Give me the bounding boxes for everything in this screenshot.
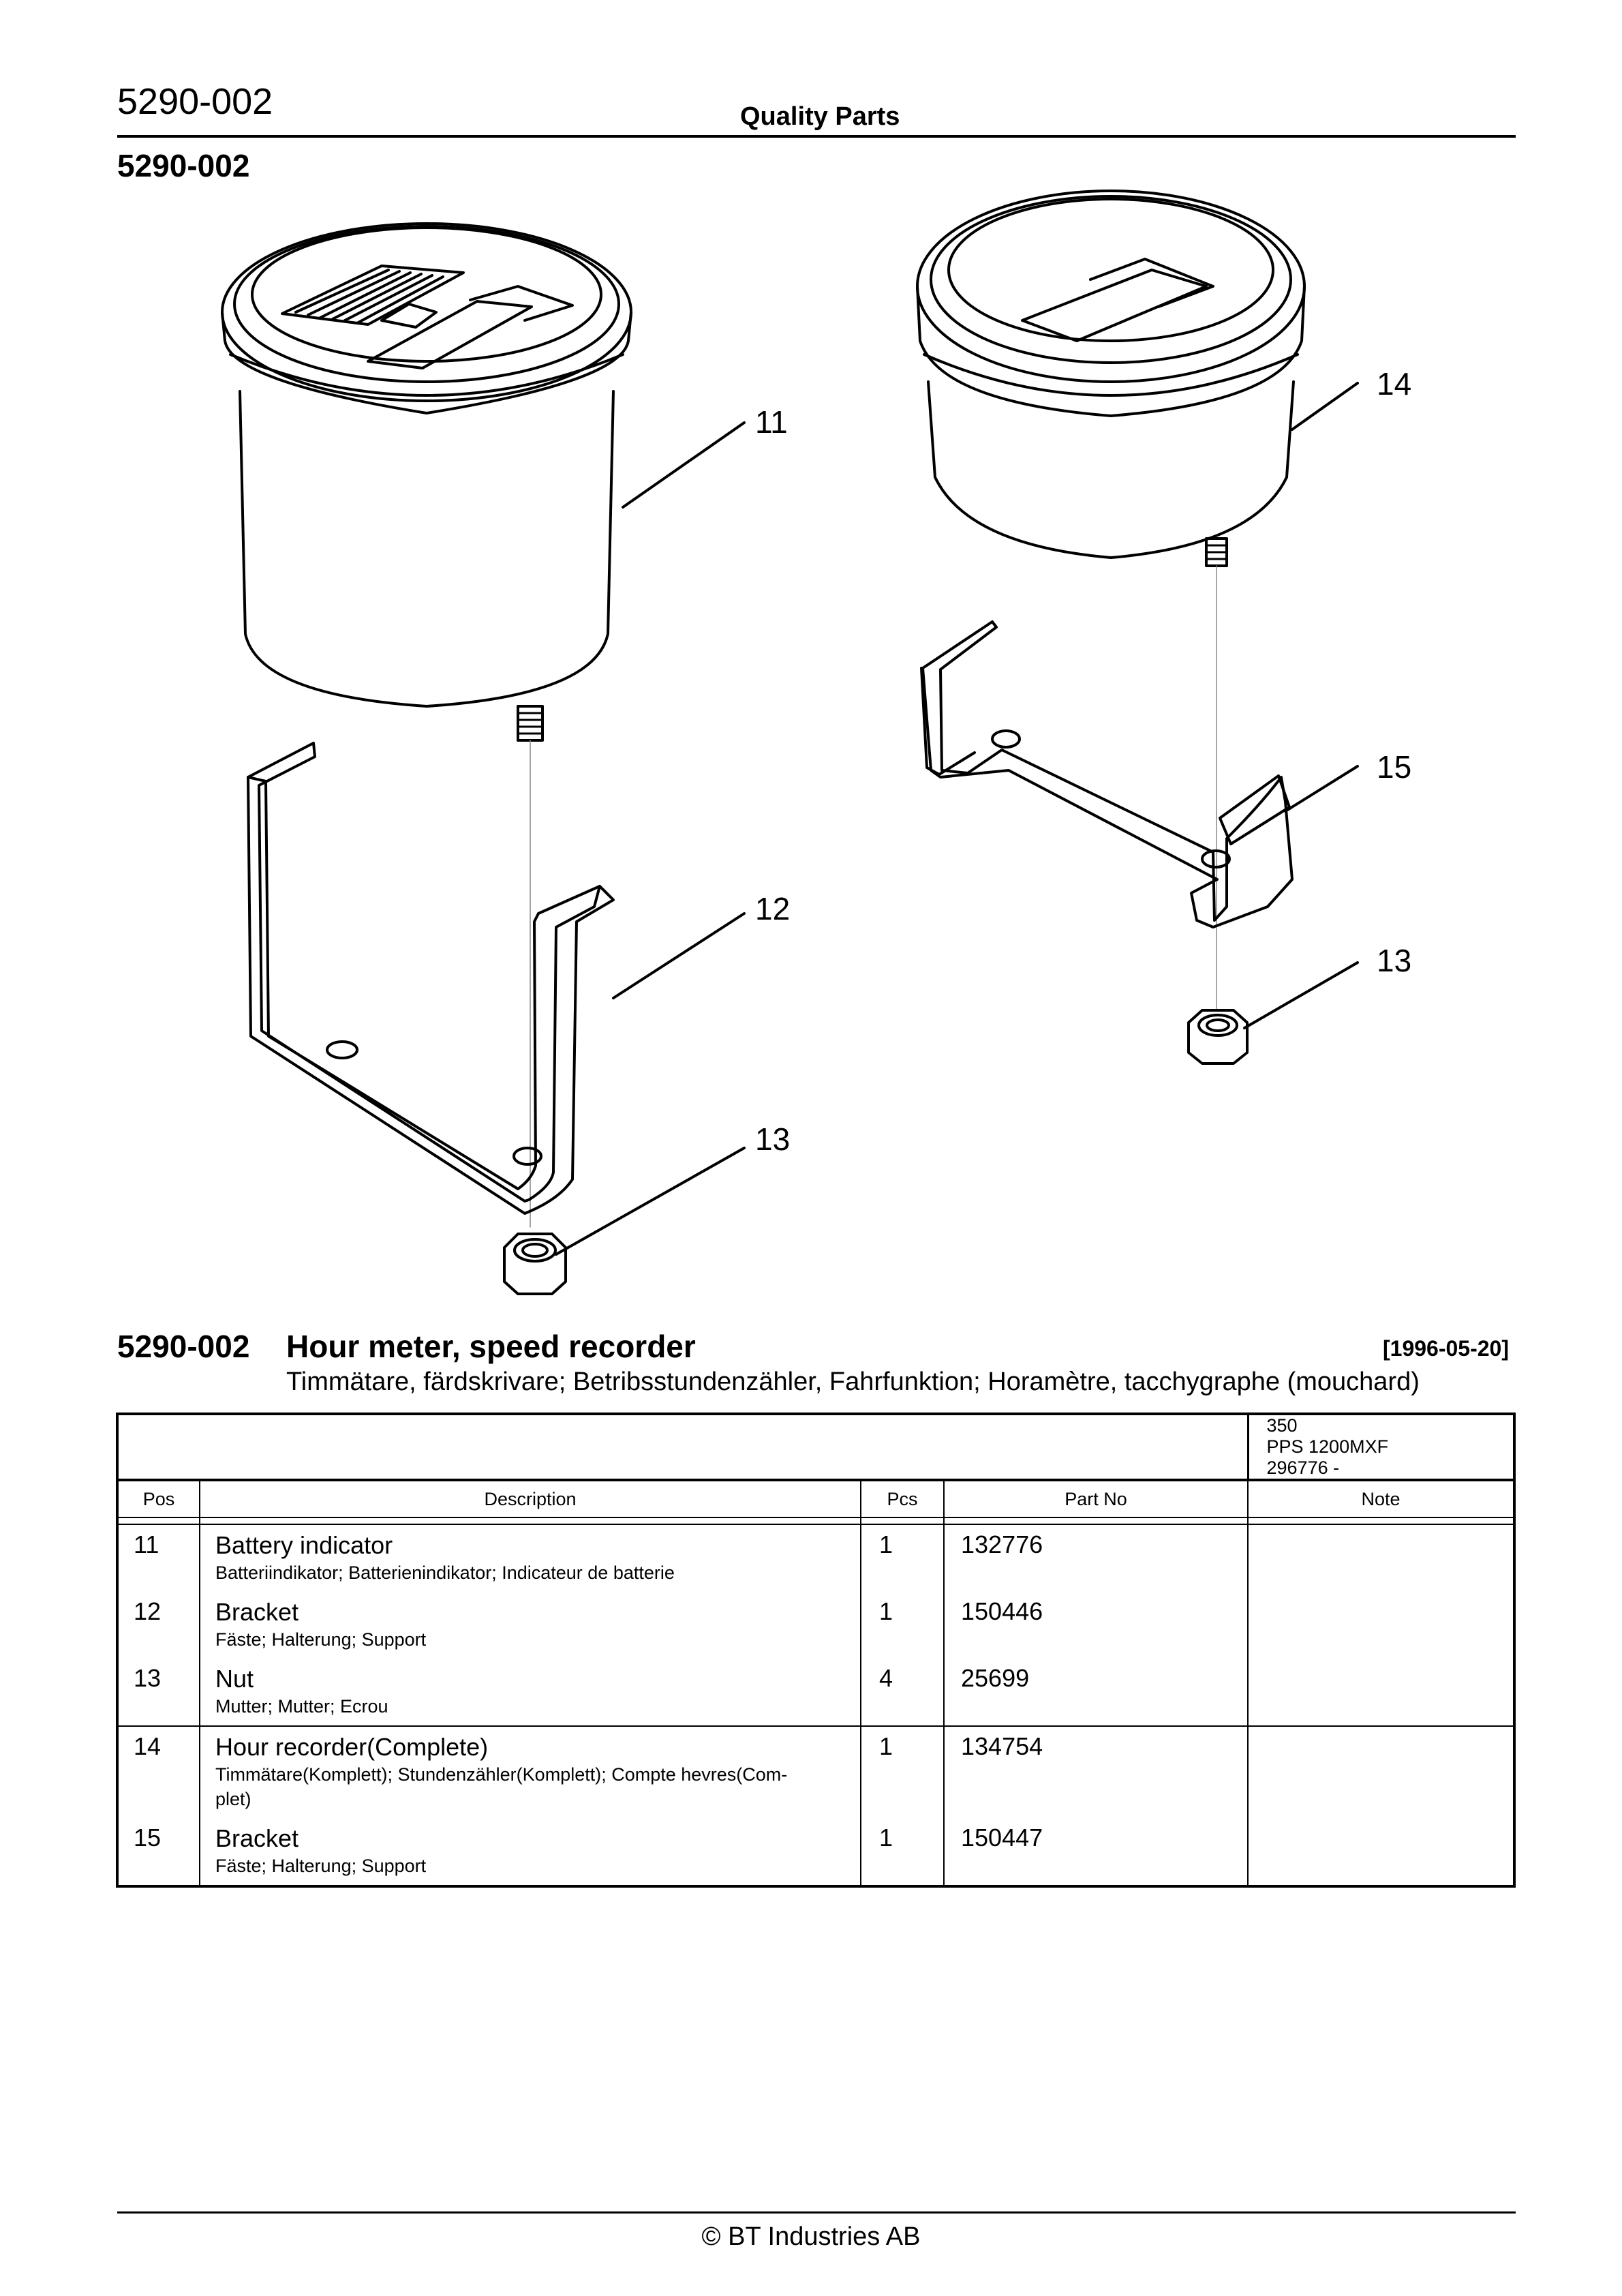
col-header-part-no: Part No [944, 1480, 1248, 1517]
callout-14: 14 [1377, 366, 1412, 402]
row-description: Battery indicator [215, 1531, 393, 1559]
col-header-pcs: Pcs [861, 1480, 944, 1517]
bracket-15 [921, 622, 1292, 927]
assembly-translations: Timmätare, färdskrivare; Betribsstundenzähler, Fahrfunktion; Horamètre, tacchygraphe (mouchard) [286, 1368, 1420, 1396]
row-description: Bracket [215, 1598, 299, 1626]
header-title: Quality Parts [740, 102, 900, 131]
model-name: PPS 1200MXF [1266, 1436, 1389, 1457]
row-part-no: 25699 [944, 1659, 1248, 1726]
row-note [1248, 1659, 1514, 1726]
col-header-pos: Pos [117, 1480, 200, 1517]
section-code: 5290-002 [117, 148, 250, 183]
row-translations: Fäste; Halterung; Support [215, 1629, 427, 1650]
table-header-row [117, 1480, 1514, 1517]
col-header-note: Note [1248, 1480, 1514, 1517]
row-translations: Mutter; Mutter; Ecrou [215, 1696, 388, 1717]
model-row [117, 1414, 1514, 1480]
leader-14 [1292, 383, 1358, 429]
row-note [1248, 1524, 1514, 1592]
row-pos: 13 [117, 1659, 200, 1726]
assembly-title: Hour meter, speed recorder [286, 1329, 696, 1364]
row-note [1248, 1818, 1514, 1886]
header-code: 5290-002 [117, 81, 273, 122]
table-row [117, 1592, 1514, 1659]
footer-divider [117, 2211, 1516, 2214]
row-translations: Batteriindikator; Batterienindikator; Indicateur de batterie [215, 1562, 675, 1583]
row-note [1248, 1726, 1514, 1818]
leader-15 [1285, 766, 1358, 811]
callout-15: 15 [1377, 749, 1412, 785]
callout-11: 11 [755, 404, 788, 440]
table-row [117, 1726, 1514, 1818]
row-pcs: 1 [861, 1726, 944, 1818]
footer-copyright: © BT Industries AB [701, 2222, 921, 2251]
nut-left [504, 1234, 566, 1294]
row-part-no: 134754 [944, 1726, 1248, 1818]
row-pos: 14 [117, 1726, 200, 1818]
leader-11 [623, 423, 744, 507]
assembly-date: [1996-05-20] [1383, 1336, 1509, 1361]
row-pos: 15 [117, 1818, 200, 1886]
nut-right [1189, 1010, 1247, 1063]
row-pcs: 1 [861, 1818, 944, 1886]
row-translations: Timmätare(Komplett); Stundenzähler(Komplett); Compte hevres(Com-plet) [215, 1764, 788, 1809]
row-pcs: 1 [861, 1524, 944, 1592]
callout-13-right: 13 [1377, 943, 1412, 978]
row-description: Bracket [215, 1824, 299, 1852]
table-row [117, 1524, 1514, 1592]
table-row [117, 1659, 1514, 1726]
row-part-no: 132776 [944, 1524, 1248, 1592]
model-info [1248, 1414, 1514, 1480]
parts-table [116, 1413, 1516, 1888]
bracket-12 [248, 743, 613, 1213]
battery-indicator-meter [222, 224, 631, 1227]
leader-13-right [1244, 963, 1358, 1028]
col-header-description: Description [200, 1480, 861, 1517]
row-description: Nut [215, 1665, 254, 1693]
row-pcs: 4 [861, 1659, 944, 1726]
table-row [117, 1818, 1514, 1886]
row-translations: Fäste; Halterung; Support [215, 1856, 427, 1876]
model-serial: 296776 - [1266, 1457, 1340, 1478]
row-note [1248, 1592, 1514, 1659]
row-description: Hour recorder(Complete) [215, 1733, 489, 1761]
model-number: 350 [1266, 1415, 1298, 1436]
row-part-no: 150447 [944, 1818, 1248, 1886]
row-pos: 12 [117, 1592, 200, 1659]
hour-recorder-meter [917, 191, 1304, 1009]
row-pcs: 1 [861, 1592, 944, 1659]
callout-13-left: 13 [755, 1121, 791, 1157]
row-part-no: 150446 [944, 1592, 1248, 1659]
callout-12: 12 [755, 891, 791, 926]
leader-13-left [556, 1148, 744, 1254]
row-pos: 11 [117, 1524, 200, 1592]
assembly-code: 5290-002 [117, 1329, 250, 1364]
leader-12 [613, 913, 744, 998]
